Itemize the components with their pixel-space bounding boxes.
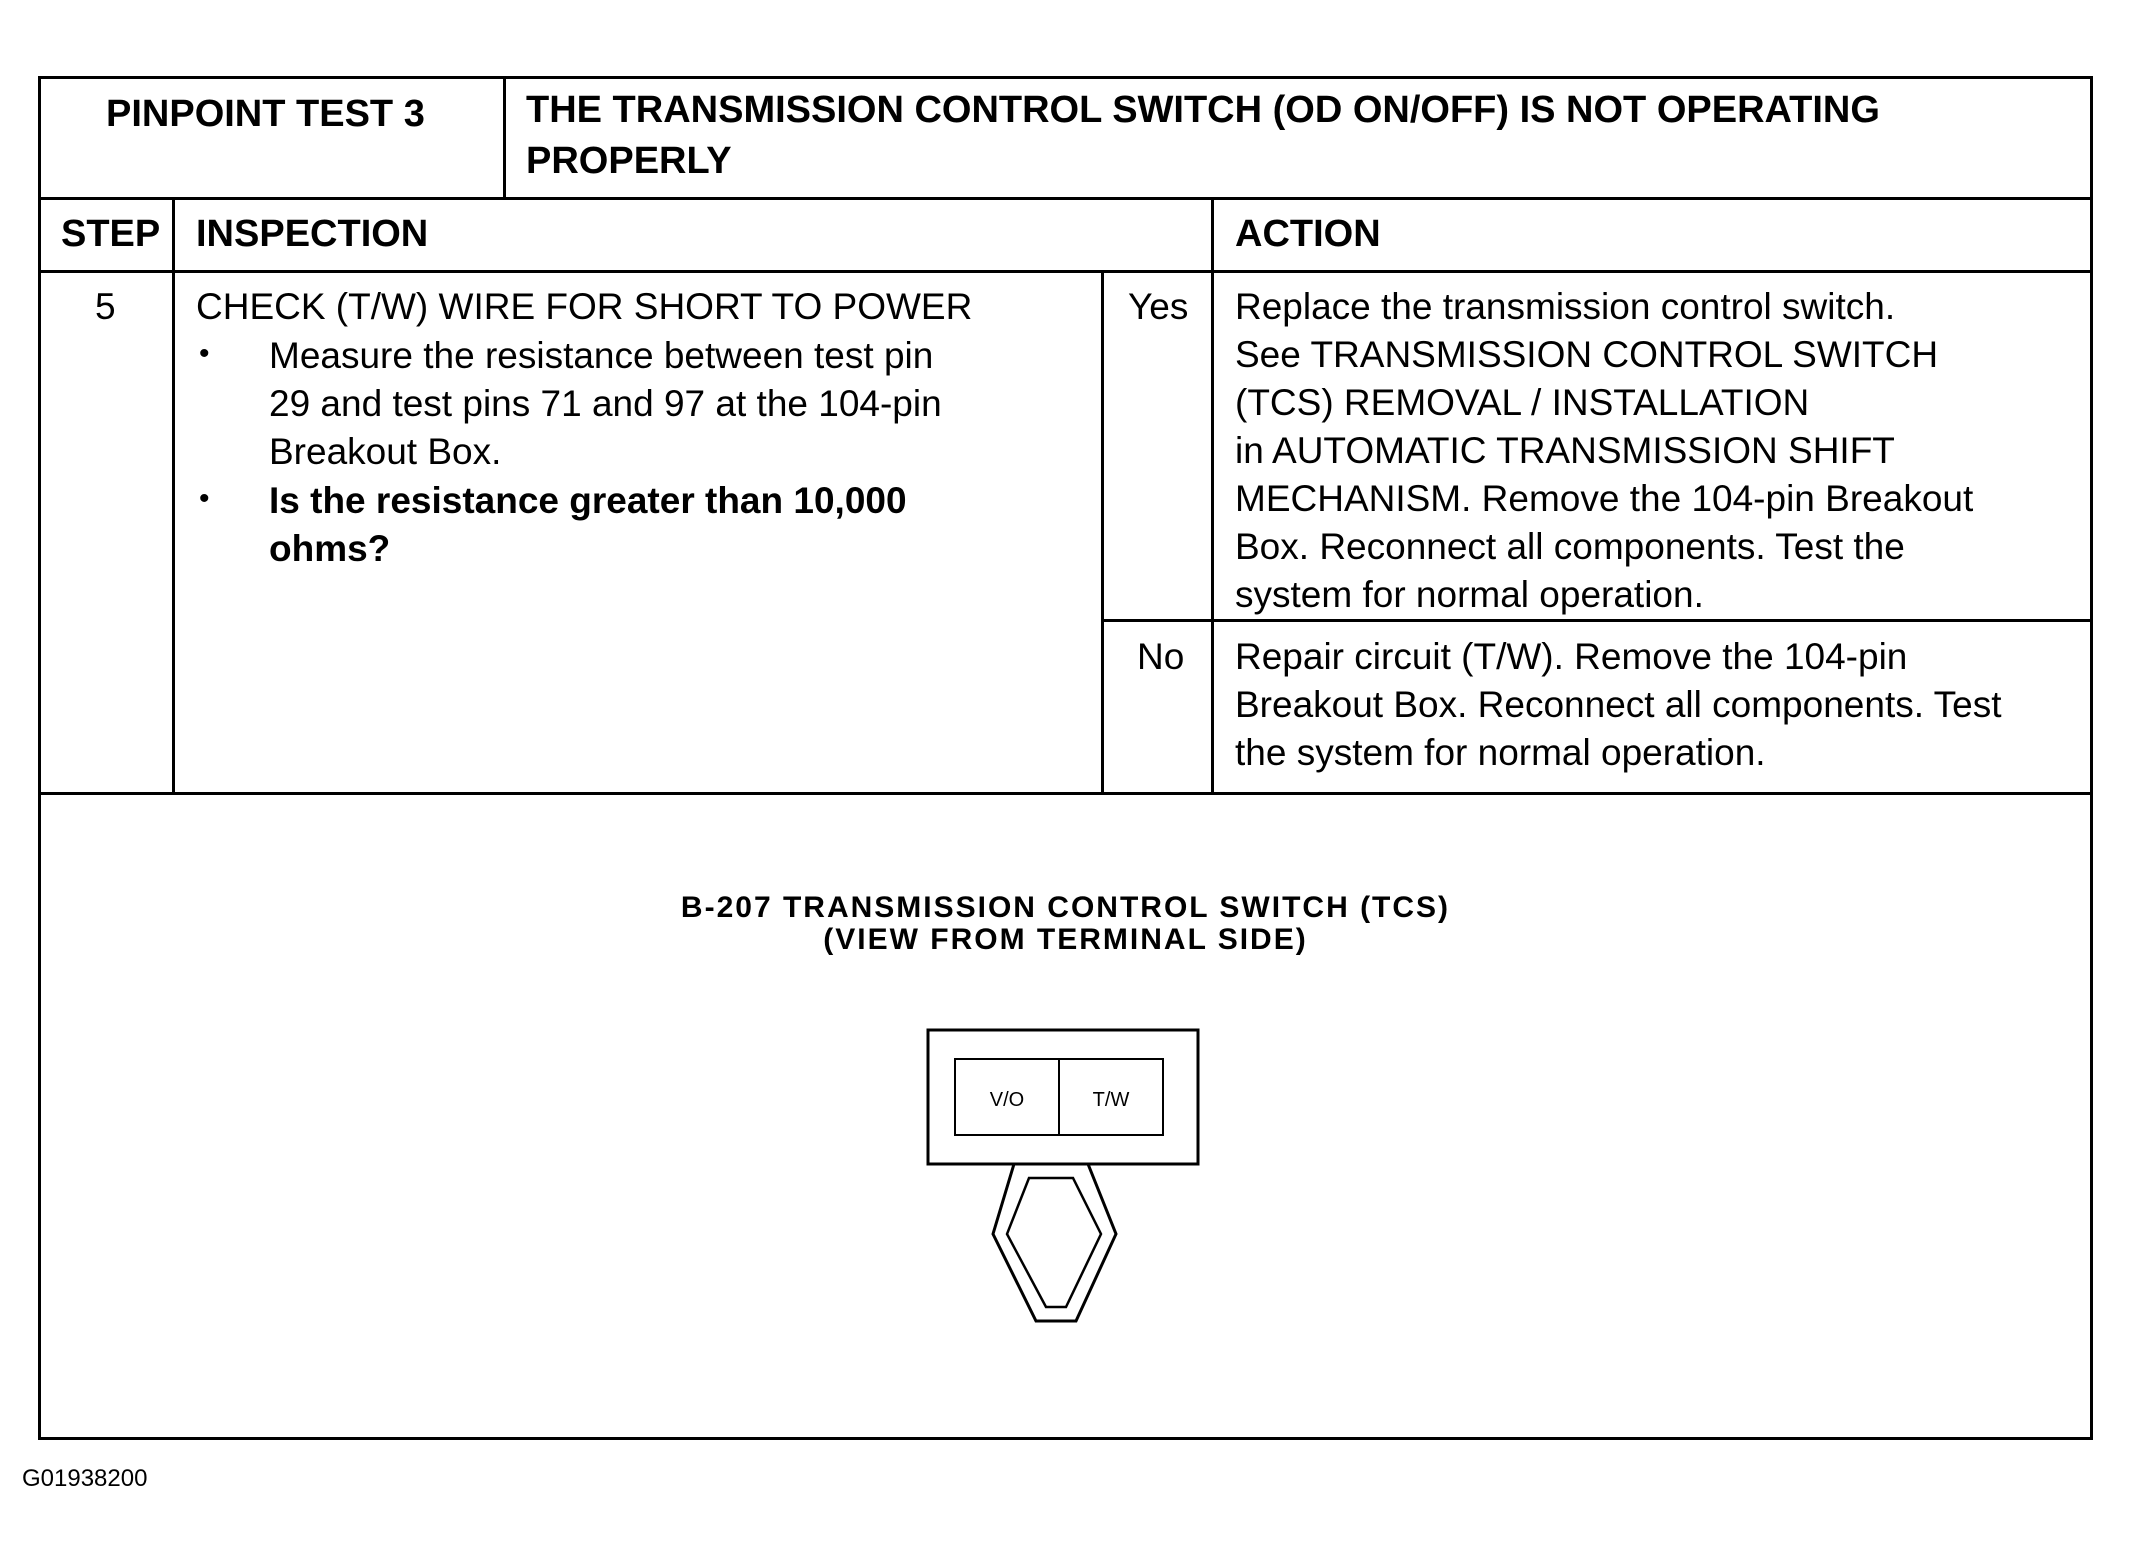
terminal-label-v-o: V/O	[989, 1089, 1025, 1111]
yes-action-line4: in AUTOMATIC TRANSMISSION SHIFT	[1235, 430, 1895, 471]
yes-label: Yes	[1128, 286, 1189, 327]
inspection-instruction-line1: Measure the resistance between test pin	[269, 335, 934, 376]
no-action-line3: the system for normal operation.	[1235, 732, 1766, 773]
step-number: 5	[95, 286, 116, 327]
header-col-divider	[503, 79, 506, 197]
column-header-divider	[41, 270, 2090, 273]
inspection-question-line1: Is the resistance greater than 10,000	[269, 480, 907, 521]
yes-action-line5: MECHANISM. Remove the 104-pin Breakout	[1235, 478, 1974, 519]
yes-no-divider	[1101, 619, 2090, 622]
no-action-line1: Repair circuit (T/W). Remove the 104-pin	[1235, 636, 1908, 677]
inspection-column-header: INSPECTION	[196, 213, 429, 255]
diagram-divider	[41, 792, 2090, 795]
yes-action-line2: See TRANSMISSION CONTROL SWITCH	[1235, 334, 1939, 375]
no-action-line2: Breakout Box. Reconnect all components. Test	[1235, 684, 2002, 725]
inspection-question-line2: ohms?	[269, 528, 391, 569]
figure-id: G01938200	[22, 1465, 148, 1492]
bullet-dot: •	[199, 337, 210, 370]
test-title-line2: PROPERLY	[526, 140, 732, 182]
pinpoint-test-label: PINPOINT TEST 3	[106, 93, 425, 135]
step-column-header: STEP	[61, 213, 161, 255]
diagram-caption-line2: (VIEW FROM TERMINAL SIDE)	[823, 923, 1308, 956]
check-title: CHECK (T/W) WIRE FOR SHORT TO POWER	[196, 286, 973, 327]
yes-action-line3: (TCS) REMOVAL / INSTALLATION	[1235, 382, 1810, 423]
terminal-label-t-w: T/W	[1092, 1089, 1130, 1111]
inspection-instruction-line3: Breakout Box.	[269, 431, 502, 472]
test-title-line1: THE TRANSMISSION CONTROL SWITCH (OD ON/OFF) IS NOT OPERATING	[526, 89, 1880, 131]
yes-action-line1: Replace the transmission control switch.	[1235, 286, 1896, 327]
action-column-header: ACTION	[1235, 213, 1381, 255]
step-col-divider	[172, 197, 175, 795]
bullet-dot: •	[199, 482, 210, 515]
answer-col-divider	[1101, 270, 1104, 795]
action-col-divider	[1211, 197, 1214, 795]
inspection-instruction-line2: 29 and test pins 71 and 97 at the 104-pin	[269, 383, 942, 424]
yes-action-line6: Box. Reconnect all components. Test the	[1235, 526, 1905, 567]
yes-action-line7: system for normal operation.	[1235, 574, 1704, 615]
header-divider	[41, 197, 2090, 200]
tcs-connector-diagram	[926, 1028, 1226, 1358]
diagram-caption-line1: B-207 TRANSMISSION CONTROL SWITCH (TCS)	[680, 891, 1451, 924]
pinpoint-test-table	[38, 76, 2093, 1440]
no-label: No	[1137, 636, 1185, 677]
